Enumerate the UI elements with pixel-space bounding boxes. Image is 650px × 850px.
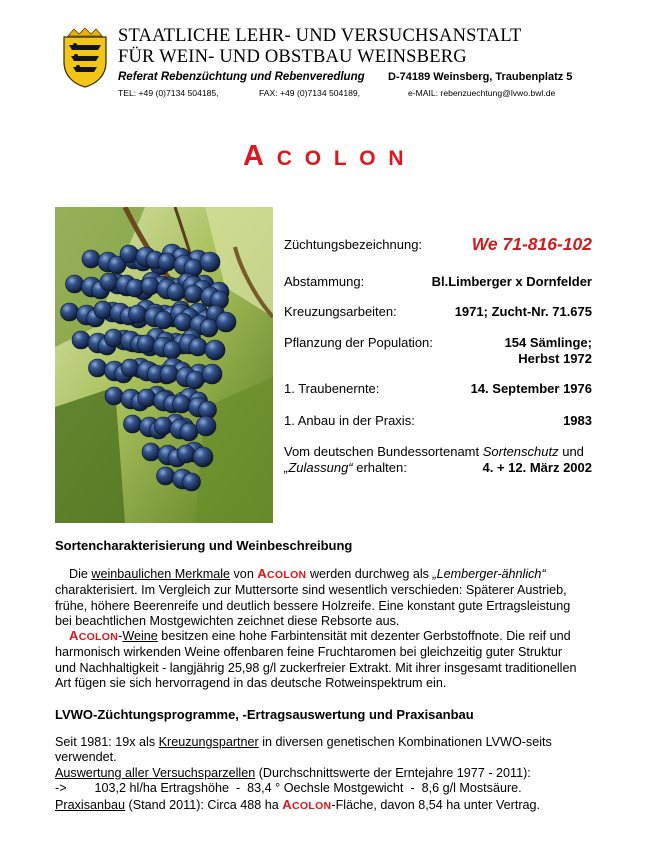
grape-berry xyxy=(185,285,203,303)
grape-berry xyxy=(89,359,107,377)
first-cultivation-value: 1983 xyxy=(563,413,592,428)
grape-berry xyxy=(157,467,175,485)
grape-berry xyxy=(155,311,173,329)
grape-berry xyxy=(100,273,118,291)
grape-berry xyxy=(202,364,222,384)
coat-of-arms-icon xyxy=(60,28,110,88)
grape-berry xyxy=(66,275,84,293)
grape-berry xyxy=(200,319,218,337)
parentage-value: Bl.Limberger x Dornfelder xyxy=(431,274,592,289)
grape-berry xyxy=(173,395,191,413)
phone-number: TEL: +49 (0)7134 504185, xyxy=(118,88,219,98)
department-name: Referat Rebenzüchtung und Rebenveredlung xyxy=(118,71,365,83)
variety-name: ACOLON xyxy=(257,566,307,581)
grape-berry xyxy=(189,338,207,356)
grape-berry xyxy=(163,341,181,359)
first-cultivation-label: 1. Anbau in der Praxis: xyxy=(284,413,415,428)
population-value-1: 154 Sämlinge; xyxy=(504,335,592,350)
breeding-designation-value: We 71-816-102 xyxy=(471,234,592,254)
grape-berry xyxy=(200,252,220,272)
grape-berry xyxy=(141,277,159,295)
grape-berry xyxy=(142,443,160,461)
grape-berry xyxy=(196,416,216,436)
grape-berry xyxy=(94,301,112,319)
first-harvest-label: 1. Traubenernte: xyxy=(284,381,380,396)
population-value-2: Herbst 1972 xyxy=(518,351,592,366)
grape-berry xyxy=(193,447,213,467)
grape-berry xyxy=(105,329,123,347)
grape-berry xyxy=(120,245,138,263)
grape-berry xyxy=(167,283,185,301)
document-title: A C O L O N xyxy=(242,140,408,172)
breeding-programs-heading: LVWO-Züchtungsprogramme, -Ertragsauswertung und Praxisanbau xyxy=(55,707,474,722)
parentage-label: Abstammung: xyxy=(284,274,365,289)
grape-berry xyxy=(177,445,195,463)
grape-berry xyxy=(158,253,176,271)
grape-berry xyxy=(137,335,155,353)
grape-berry xyxy=(216,312,236,332)
breeding-programs-text: Seit 1981: 19x als Kreuzungspartner in diversen genetischen Kombinationen LVWO-seits verwendet. Auswertung aller Versuchsparzellen (Durchschnittswerte der Erntejahre 1977 - 2011): -> 103,2 hl/ha Ertragshöhe - 83,4 ° Oechsle Mostgewicht - 8,6 g/l Mostsäure. Praxisanbau (Stand 2011): Circa 488 ha ACOLON-Fläche, davon 8,54 ha unter Vertrag. xyxy=(55,735,552,812)
institution-address: D-74189 Weinsberg, Traubenplatz 5 xyxy=(388,71,573,83)
variety-description-paragraph-2: ACOLON-Weine besitzen eine hohe Farbintensität mit dezenter Gerbstoffnote. Die reif und harmonisch wirkenden Weine offenbaren feine Fruchtaromen bei gleichzeitig guter Struktur und Nachhaltigkeit - langjährig 25,98 g/l zuckerfreier Extrakt. Mit ihrer insgesamt traditionellen Art fügen sie sich hervorragend in das deutsche Rotweinspektrum ein. xyxy=(55,628,577,691)
variety-description-heading: Sortencharakterisierung und Weinbeschreibung xyxy=(55,538,353,553)
grape-berry xyxy=(129,305,147,323)
breeding-designation-label: Züchtungsbezeichnung: xyxy=(284,237,423,252)
grape-berry xyxy=(174,313,192,331)
variety-name: ACOLON xyxy=(282,796,332,812)
grape-berry xyxy=(72,331,90,349)
grape-berry xyxy=(124,415,142,433)
grape-berry xyxy=(61,303,79,321)
protection-value: 4. + 12. März 2002 xyxy=(482,460,592,475)
email-address: e-MAIL: rebenzuechtung@lvwo.bwl.de xyxy=(408,88,556,98)
population-label: Pflanzung der Population: xyxy=(284,335,433,350)
grape-berry xyxy=(186,371,204,389)
grape-berry xyxy=(160,365,178,383)
grape-berry xyxy=(183,473,201,491)
protection-text-line-2: „Zulassung“ erhalten: xyxy=(284,460,407,475)
institution-title-line-2: FÜR WEIN- UND OBSTBAU WEINSBERG xyxy=(118,47,467,67)
protection-text-line-1: Vom deutschen Bundessortenamt Sortenschutz und xyxy=(284,444,584,459)
grape-cluster-photo xyxy=(55,207,273,523)
institution-title-line-1: STAATLICHE LEHR- UND VERSUCHSANSTALT xyxy=(118,26,522,46)
variety-description-paragraph-1: Die weinbaulichen Merkmale von ACOLON werden durchweg als „Lemberger-ähnlich“ charakterisiert. Im Vergleich zur Muttersorte sind wesentlich verschieden: Späterer Austrieb, frühe, höhere Beerenreife und deutlich bessere Holzreife. Eine konstant gute Ertragsleistung bei beachtlichen Mostgewichten zeichnet diese Rebsorte aus. xyxy=(55,566,571,629)
crossing-value: 1971; Zucht-Nr. 71.675 xyxy=(454,304,592,319)
grape-berry xyxy=(180,423,198,441)
variety-name: ACOLON xyxy=(69,628,119,643)
grape-berry xyxy=(205,340,225,360)
first-harvest-value: 14. September 1976 xyxy=(470,381,592,396)
fax-number: FAX: +49 (0)7134 504189, xyxy=(259,88,361,98)
grape-berry xyxy=(154,417,172,435)
grape-berry xyxy=(82,250,100,268)
grape-berry xyxy=(138,389,156,407)
grape-berry xyxy=(121,359,139,377)
grape-berry xyxy=(105,387,123,405)
crossing-label: Kreuzungsarbeiten: xyxy=(284,304,397,319)
